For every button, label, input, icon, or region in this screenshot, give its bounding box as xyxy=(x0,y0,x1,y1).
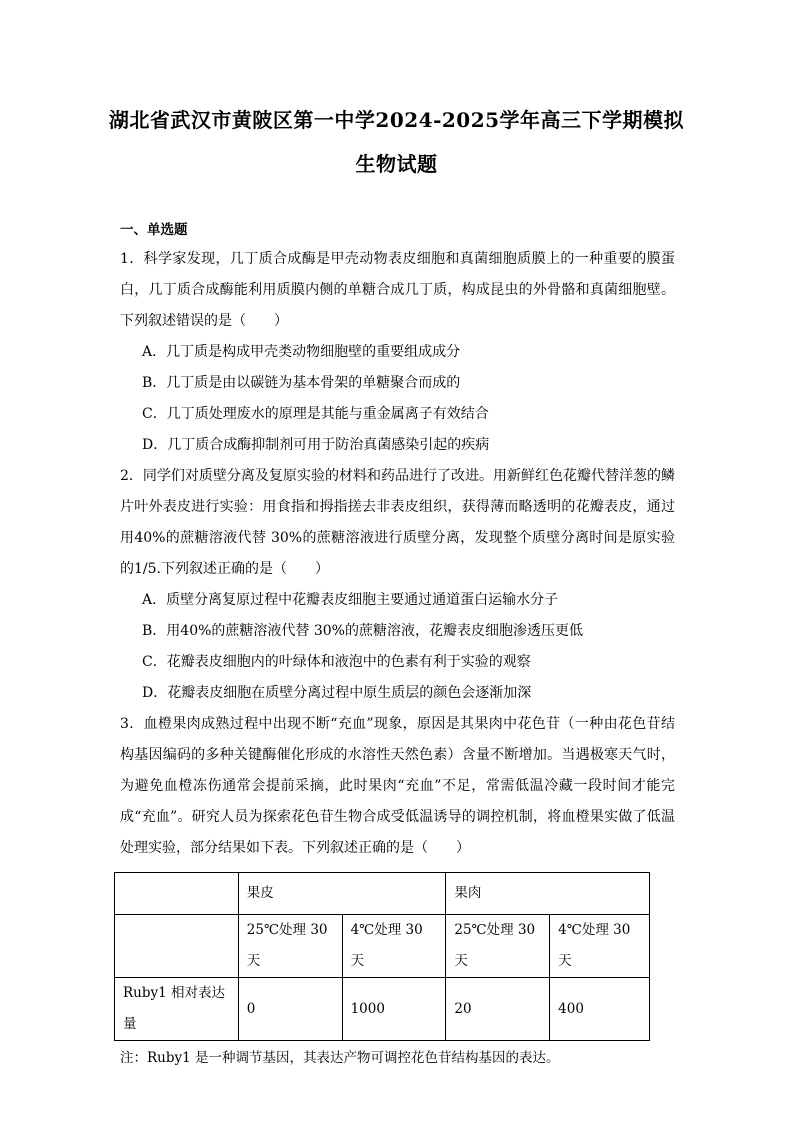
question-1-stem: 1．科学家发现，几丁质合成酶是甲壳动物表皮细胞和真菌细胞质膜上的一种重要的膜蛋白，几丁质合成酶能利用质膜内侧的单糖合成几丁质，构成昆虫的外骨骼和真菌细胞壁。下列叙述错误的是（ ） xyxy=(120,251,675,329)
question-1-option-a: A．几丁质是构成甲壳类动物细胞壁的重要组成成分 xyxy=(142,344,461,360)
question-1-option-b: B．几丁质是由以碳链为基本骨架的单糖聚合而成的 xyxy=(142,375,461,391)
table-cell: 0 xyxy=(238,978,342,1041)
table-row xyxy=(115,873,650,915)
document-title-line2: 生物试题 xyxy=(355,152,438,176)
table-group-header: 果肉 xyxy=(446,873,650,915)
question-2-option-a: A．质壁分离复原过程中花瓣表皮细胞主要通过通道蛋白运输水分子 xyxy=(142,592,559,608)
table-empty-cell xyxy=(115,915,239,978)
table-row xyxy=(115,978,650,1041)
table-sub-header: 4℃处理 30 天 xyxy=(550,915,650,978)
question-1-option-c: C．几丁质处理废水的原理是其能与重金属离子有效结合 xyxy=(142,406,489,422)
question-2-option-c: C．花瓣表皮细胞内的叶绿体和液泡中的色素有利于实验的观察 xyxy=(142,654,531,670)
question-2-stem: 2．同学们对质壁分离及复原实验的材料和药品进行了改进。用新鲜红色花瓣代替洋葱的鳞片叶外表皮进行实验：用食指和拇指搓去非表皮组织，获得薄而略透明的花瓣表皮，通过用40%的蔗糖溶液代替 30%的蔗糖溶液进行质壁分离，发现整个质壁分离时间是原实验的1/5.下列叙述正确的是（ ） xyxy=(120,468,675,577)
document-body xyxy=(120,218,675,1073)
table-cell: 20 xyxy=(446,978,550,1041)
question-2-option-b: B．用40%的蔗糖溶液代替 30%的蔗糖溶液，花瓣表皮细胞渗透压更低 xyxy=(142,623,583,639)
question-3-stem: 3．血橙果肉成熟过程中出现不断“充血”现象，原因是其果肉中花色苷（一种由花色苷结构基因编码的多种关键酶催化形成的水溶性天然色素）含量不断增加。当遇极寒天气时，为避免血橙冻伤通常会提前采摘，此时果肉“充血”不足，常需低温冷藏一段时间才能完成“充血”。研究人员为探索花色苷生物合成受低温诱导的调控机制，将血橙果实做了低温处理实验，部分结果如下表。下列叙述正确的是（ ） xyxy=(120,716,675,856)
table-corner-cell xyxy=(115,873,239,915)
table-row xyxy=(115,915,650,978)
table-sub-header: 4℃处理 30 天 xyxy=(342,915,446,978)
table-group-header: 果皮 xyxy=(238,873,446,915)
table-cell: 400 xyxy=(550,978,650,1041)
table-sub-header: 25℃处理 30 天 xyxy=(238,915,342,978)
table-note: 注：Ruby1 是一种调节基因，其表达产物可调控花色苷结构基因的表达。 xyxy=(120,1050,560,1066)
table-sub-header: 25℃处理 30 天 xyxy=(446,915,550,978)
question-1-option-d: D．几丁质合成酶抑制剂可用于防治真菌感染引起的疾病 xyxy=(142,437,490,453)
section-heading: 一、单选题 xyxy=(120,222,188,238)
table-cell: 1000 xyxy=(342,978,446,1041)
results-table xyxy=(114,872,650,1041)
document-title-line1: 湖北省武汉市黄陂区第一中学2024-2025学年高三下学期模拟 xyxy=(108,108,685,132)
table-row-label: Ruby1 相对表达量 xyxy=(115,978,239,1041)
question-2-option-d: D．花瓣表皮细胞在质壁分离过程中原生质层的颜色会逐渐加深 xyxy=(142,685,532,701)
